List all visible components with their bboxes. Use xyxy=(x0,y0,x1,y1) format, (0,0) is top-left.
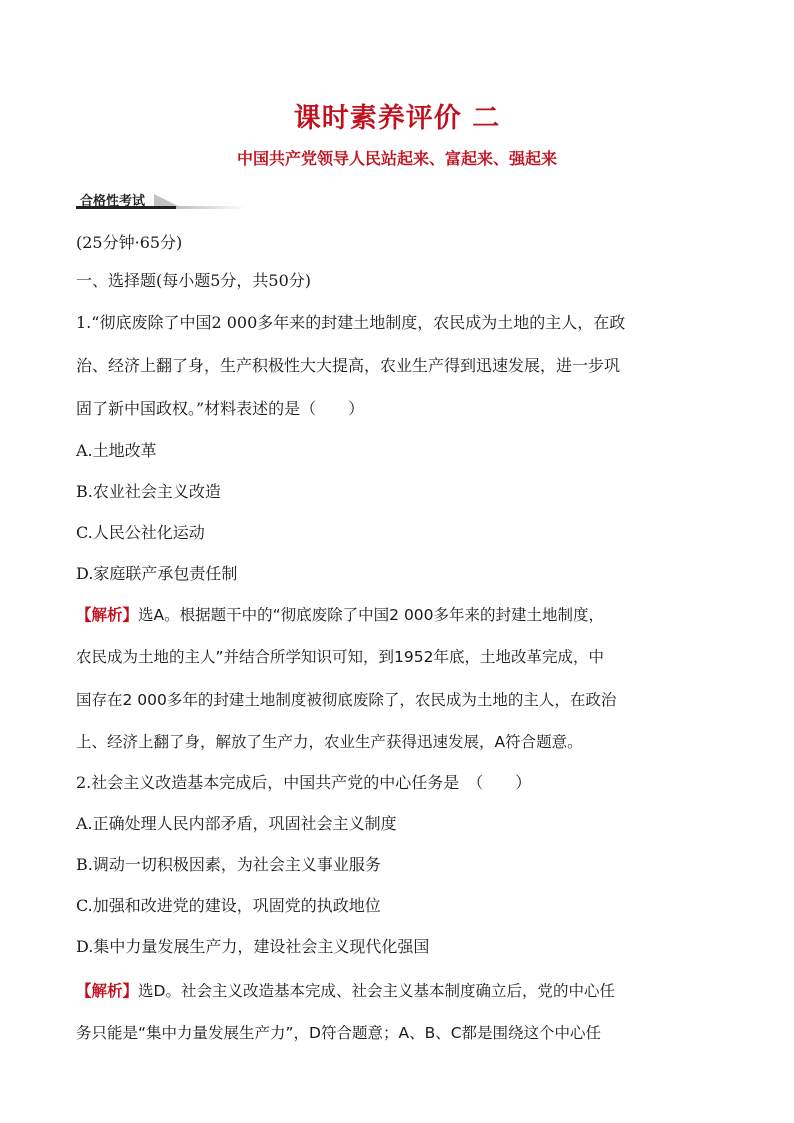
part-title: 一、选择题(每小题5分，共50分) xyxy=(76,271,312,290)
analysis-tag: 【解析】 xyxy=(76,982,139,1000)
q2-option-d: D.集中力量发展生产力，建设社会主义现代化强国 xyxy=(76,937,430,956)
page-title: 课时素养评价 二 xyxy=(293,103,501,134)
q1-option-c: C.人民公社化运动 xyxy=(76,523,205,542)
q1-analysis-line: 国存在2 000多年的封建土地制度被彻底废除了，农民成为土地的主人，在政治 xyxy=(76,691,617,709)
q1-analysis-line: 农民成为土地的主人”并结合所学知识可知，到1952年底，土地改革完成，中 xyxy=(76,648,604,666)
q2-stem-line: 2.社会主义改造基本完成后，中国共产党的中心任务是 （ ） xyxy=(76,773,532,792)
q1-analysis-text: 选A。根据题干中的“彻底废除了中国2 000多年来的封建土地制度， xyxy=(138,606,605,624)
q1-option-d: D.家庭联产承包责任制 xyxy=(76,564,238,583)
q2-option-c: C.加强和改进党的建设，巩固党的执政地位 xyxy=(76,896,381,915)
q1-stem-line: 治、经济上翻了身，生产积极性大大提高，农业生产得到迅速发展，进一步巩 xyxy=(76,356,621,375)
q2-analysis-line: 务只能是“集中力量发展生产力”，D符合题意；A、B、C都是围绕这个中心任 xyxy=(76,1024,602,1042)
q2-analysis-line xyxy=(76,980,615,1002)
q2-analysis-text: 选D。社会主义改造基本完成、社会主义基本制度确立后，党的中心任 xyxy=(138,982,615,1000)
q1-analysis-line xyxy=(76,604,604,626)
q1-stem-line: 1.“彻底废除了中国2 000多年来的封建土地制度，农民成为土地的主人，在政 xyxy=(76,313,626,332)
q1-option-a: A.土地改革 xyxy=(76,441,157,460)
q1-option-b: B.农业社会主义改造 xyxy=(76,482,221,501)
section-tab-fade xyxy=(176,206,246,209)
section-tab xyxy=(76,190,206,210)
page-subtitle: 中国共产党领导人民站起来、富起来、强起来 xyxy=(236,149,557,168)
analysis-tag: 【解析】 xyxy=(76,606,139,624)
q1-analysis-line: 上、经济上翻了身，解放了生产力，农业生产获得迅速发展，A符合题意。 xyxy=(76,733,583,751)
q2-option-b: B.调动一切积极因素，为社会主义事业服务 xyxy=(76,855,381,874)
time-score: (25分钟·65分) xyxy=(76,233,183,252)
q1-stem-line: 固了新中国政权。”材料表述的是（ ） xyxy=(76,399,365,418)
q2-option-a: A.正确处理人民内部矛盾，巩固社会主义制度 xyxy=(76,814,397,833)
section-label: 合格性考试 xyxy=(80,194,146,209)
